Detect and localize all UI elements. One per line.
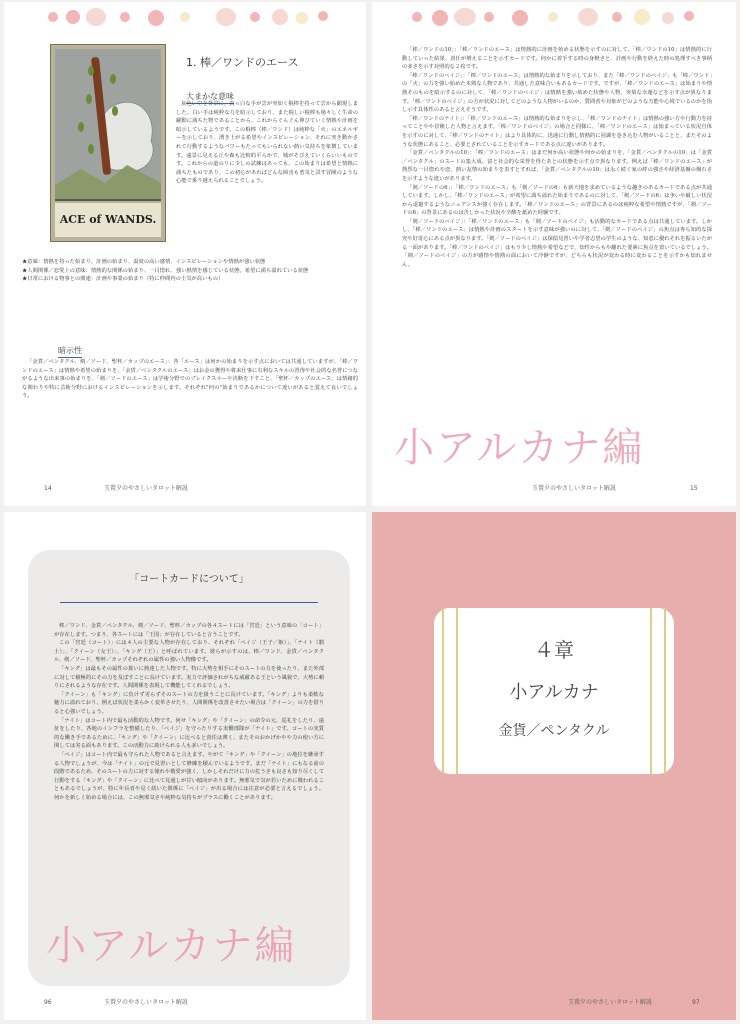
paragraph: 「金貨／ペンタクル、剣／ソード、聖杯／カップのエース」：各「エース」は何かの始まりを示す点においては共通していますが、「棒／ワンドのエース」は情熱や希望の始まりを、「金貨／ペンタクルのエース」はお金の獲得や将来仕事に有利なスキルの習得や社会的な名誉につながるような出来事の始まりを、「剣／ソードのエース」は学術分野でのブレイクスルーや決断を下すこと、「聖杯／カップのエース」は情緒的な関わりや特に芸術分野におけるインスピレーションを示します。それぞれ"何の"始まりであるかについて違いがあると覚えて良いでしょう。	[22, 359, 358, 400]
decorative-dots	[372, 6, 736, 28]
chapter-title: 小アルカナ	[509, 682, 599, 703]
paragraph: 「金貨／ペンタクルの10」：「棒／ワンドのエース」はまだ何か高い状態や何かの始まりを、「金貨／ペンタクルの10」は「金貨／ペンタクル」のスートの集大成、富と社会的な栄誉を得たあとの状態を示す点で異なります。例えば「棒／ワンドのエース」が熱烈な一目惚れや恋、熱い友情の始まりを表すとすれば、「金貨／ペンタクルの10」は永く続く家の絆の強さや経済基盤の盤石さを示すような違いがあります。	[402, 150, 712, 182]
subsection-title: 暗示性	[58, 345, 82, 358]
footer-title: 玉置夕のやさしいタロット解説	[532, 485, 616, 492]
paragraph: 「ナイト」はコート内で最も活動的な人物です。何せ「キング」や「クイーン」の命令の元、巡礼をしたり、遠征をしたり、各地のインフラを整備したり、「ペイジ」を守ったりする実働部隊が「ナイト」です。コートの実質的な働き手であるために、「キング」や「クイーン」に比べると責任は薄く、またそのおかげかやや力の使い方に関しては劣る面もあります。この活動力に助けられる人も多いでしょう。	[54, 717, 324, 750]
footer-title: 玉置夕のやさしいタロット解説	[104, 485, 188, 492]
ace-of-wands-card-image	[50, 44, 166, 242]
paragraph: 「剣／ソードのペイジ」：「棒／ワンドのエース」も「剣／ソードのペイジ」も活動的なカードである点は共通しています。しかし、「棒／ワンドのエース」は情熱や計画のスタートを示す意味が強いのに対して、「剣／ソードのペイジ」の焦点は専ら知的な探究や好奇心にある点が異なります。「剣／ソードのペイジ」は探偵見習いや学者志望の学生のような、知恵に優れそれを振るいたがる一面があります。「棒／ワンドのペイジ」はもう少し情熱や希望などで、知性からもや離れた要素に焦点を置いているでしょう。「剣／ソードのペイジ」の方が感情や情熱の面において冷静ですが、どちらも状況が変わる時に変わることを示すかも知れません。	[402, 218, 712, 268]
chapter-card	[434, 608, 674, 774]
paragraph: この「宮廷（コート）」には４人の主要な人物が存在しており、それぞれ「ペイジ（王子／姫）」、「ナイト（騎士）」、「クイーン（女王）」、「キング（王）」と呼ばれています。彼らが示すのは、棒／ワンド、金貨／ペンタクル、剣／ソード、聖杯／カップそれぞれの属性の強い人物像です。	[54, 640, 324, 664]
paragraph: 灰色い空を背景に、真っ白な手が雲が突如く棍棒を持って雲から顕現しました。白い手は純粋な力を暗示しており、また棍しい棍棒も場々しく生命の躍動に満ちた物であることから、これからぐんぐん伸びていく情熱や計画を暗示しているようです。この棍棒（棒／ワンド）は純粋な「火」のエネルギーを示しており、湧き上がる希望やインスピレーション、それに突き動かされて行動するようなパワーもたってもいられない熱い気持ちを象徴しています。遠景に見える丘や森も比較的平らかで、城がそびえていくらいいものです。これからの道のりに少しの試練はあっても、この始まりは希望と情熱に満ちたものであり、この初心があればどんな障害も勇気と試す冒険のような心能で乗り越えられることでしょう。	[176, 101, 358, 185]
keyword-daily: ★日常における物事との関連：計画や事業の始まり（特に仲間内の士気が高いもの）	[22, 276, 224, 283]
watermark-text: 小アルカナ編	[394, 425, 645, 471]
paragraph: 「棒／ワンドの10」：「棒／ワンドのエース」は情熱的に計画を始める状態を示すのに対して、「棒／ワンドの10」は情熱的に行動していった結果、責任が増えることを示すカードです。何かに着手する時の身軽さと、計画や行動を終えた時の処理すべき事柄の多さを示す対照的な２枚です。	[402, 47, 712, 71]
title-underline	[60, 602, 318, 603]
chapter-subtitle: 金貨／ペンタクル	[498, 723, 610, 739]
keyword-meaning: ★意味：情熱を持った始まり、計画の始まり、温度の高い感情、インスピレーションや情熱が強い状態	[22, 259, 266, 265]
meaning-body	[176, 100, 358, 186]
subsection-title: 大まかな意味	[186, 91, 234, 104]
keyword-list	[22, 258, 358, 284]
decorative-dots	[4, 6, 366, 28]
page-number: 96	[44, 999, 52, 1006]
footer-title: 玉置夕のやさしいタロット解説	[104, 999, 188, 1006]
page-96	[4, 512, 366, 1020]
page-14	[4, 2, 366, 506]
comparison-body	[402, 46, 712, 269]
ace-of-wands-illustration	[51, 45, 165, 241]
paragraph: 「キング」は最もその属性の扱いに熟達した人物です。特に大勢を相手にそのスートの力を使ったり、また外部に対して積極的にその力を及ぼすことに長けています。実力で評価されがちな威厳ある王という風貌で、大勢に頼りにされるような存在です。人間関係を表現して機能してくれるでしょう。	[54, 665, 324, 690]
paragraph: 棒／ワンド、金貨／ペンタクル、剣／ソード、聖杯／カップの各４スートには「宮廷」という意味の「コート」が存在します。つまり、各スートには「王国」が存在していると言うことです。	[54, 623, 324, 638]
paragraph: 「剣／ソードの6」：「棒／ワンドのエース」も「剣／ソードの6」も新天地を求めているような趣きのあるカードである点が共通しています。しかし、「棒／ワンドのエース」が希望に満ち溢れた始まりであるのに対して、「剣／ソードの6」は争いや厳しい状況から退避するようなニュアンスが強く存在します。「棒／ワンドのエース」の背景にあるのは純粋な希望や情熱ですが、「剣／ソードの6」の背景にあるのは苦しかった状況や辛酸を舐めた経験です。	[402, 184, 712, 217]
page-97	[372, 512, 736, 1020]
page-number: 15	[690, 485, 698, 492]
similarity-body	[22, 358, 358, 401]
paragraph: 「棒／ワンドのペイジ」：「棒／ワンドのエース」は情熱的な始まりを示しており、また「棒／ワンドのペイジ」も「棒／ワンド」の「火」の力を強い始めた未熟な人物であり、共通した意味合いもあるカードです。ですが、「棒／ワンドのエース」は始まりや情熱そのものを暗示するのに対して、「棒／ワンドのペイジ」は情熱を強い始めた状態や人物、突飛な幸運などを示す点が異なります。「棒／ワンドのペイジ」の方が状況に対してどのような人物がいるのか、質問者や対象がどのような方能や心境でいるのかを指し示す具体性のあると言えそうです。	[402, 72, 712, 114]
subsection-similarity	[58, 338, 82, 358]
paragraph: 「棒／ワンドのナイト」：「棒／ワンドのエース」は情熱的な始まりを示し、「棒／ワンドのナイト」は情熱の強い方や行動力を持ってことやや冒険した人物と言えます。「棒／ワンドのペイジ」の場合と同様に、「棒／ワンドのエース」は始まっている状況自体を示すのに対して、「棒／ワンドのナイト」はより具体的に、迅速に行動し情熱的に同調を巻き込む人物がいることと、またそのような状態にあること、必要とされていることを示すカードである点に違いがあります。	[402, 115, 712, 148]
keyword-love: ★人間関係／恋愛上の意味：情熱的な関係の始まり、一目惚れ、強い熱情を感じている状態、希望に満ち溢れている状態	[22, 267, 309, 274]
court-card-body	[54, 622, 324, 802]
chapter-number: ４章	[534, 638, 574, 662]
footer-title: 玉置夕のやさしいタロット解説	[568, 999, 652, 1006]
watermark-text: 小アルカナ編	[46, 923, 297, 969]
paragraph: 「ペイジ」はコート内で最も守られた人物であると言えます。やがて「キング」や「クイーン」の地位を継承する人物でしょうが、今は「ナイト」の元で見習いとして修練を積んでいるようです。まだ「ナイト」にもなる前の段階であるため、そのスートの力に対する憧れや敬愛が強く、しかしそれだけに力の危うさも良さも知り尽くして行動をする「キング」や「クイーン」に比べて見通しが甘い傾向があります。無邪気で気が若いために戦われることもあるでしょうが、特に年長者や見く続いた関係に「ペイジ」が出る場合には注意が必要と言えるでしょう。何かを新しく始める場合には、この無邪気さや純粋な気持ちがプラスに働くことがあります。	[54, 751, 324, 801]
section-heading: 1. 棒／ワンドのエース	[186, 56, 299, 69]
page-number: 14	[44, 485, 52, 492]
paragraph: 「クイーン」も「キング」に負けず劣らずそのスートの力を扱うことに長けています。「キング」よりも柔軟な魅力に溢れており、例えば状況を柔らかく変革させたり、人間関係を改善させたい場合は「クイーン」の力を借りると心強いでしょう。	[54, 691, 324, 715]
page-number: 97	[692, 999, 700, 1006]
page-15	[372, 2, 736, 506]
card-label: ACE of WANDS.	[59, 213, 157, 226]
section-title: 「コートカードについて」	[129, 574, 249, 585]
